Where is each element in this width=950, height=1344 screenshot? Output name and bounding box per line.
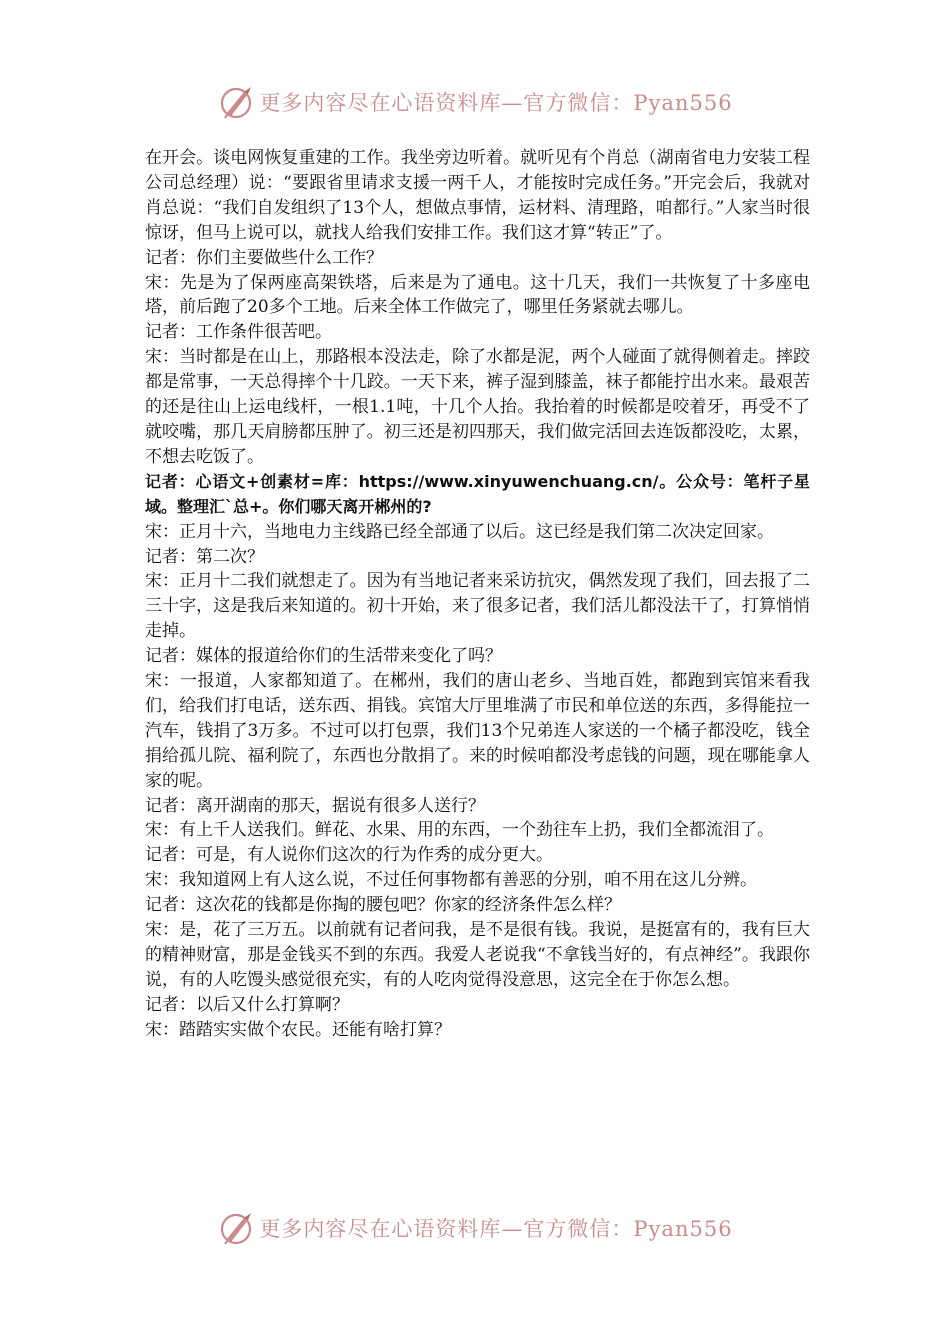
- paragraph: 记者：离开湖南的那天，据说有很多人送行？: [145, 795, 485, 816]
- paragraph: 记者：可是，有人说你们这次的行为作秀的成分更大。: [145, 845, 553, 866]
- paragraph: 宋：是，花了三万五。以前就有记者问我，是不是很有钱。我说，是挺富有的，我有巨大的精神财富，那是金钱买不到的东西。我爱人老说我“不拿钱当好的，有点神经”。我跟你说，有的人吃馒头感觉很充实，有的人吃肉觉得没意思，这完全在于你怎么想。: [145, 920, 810, 990]
- header-banner-text: 更多内容尽在心语资料库—官方微信：Pyan556: [259, 91, 733, 115]
- paragraph: 记者：第二次？: [145, 546, 264, 567]
- paragraph: 记者：媒体的报道给你们的生活带来变化了吗？: [145, 646, 502, 667]
- paragraph: 宋：正月十二我们就想走了。因为有当地记者来采访抗灾，偶然发现了我们，回去报了二三十字，这是我后来知道的。初十开始，来了很多记者，我们活儿都没法干了，打算悄悄走掉。: [145, 571, 810, 642]
- paragraph: 宋：先是为了保两座高架铁塔，后来是为了通电。这十几天，我们一共恢复了十多座电塔，前后跑了20多个工地。后来全体工作做完了，哪里任务紧就去哪儿。: [145, 272, 810, 318]
- paragraph: 宋：踏踏实实做个农民。还能有啥打算？: [145, 1019, 451, 1040]
- paragraph: 记者：这次花的钱都是你掏的腰包吧？你家的经济条件怎么样？: [145, 895, 621, 916]
- document-body: [145, 146, 810, 1043]
- footer-banner: [0, 1206, 950, 1250]
- paragraph: 宋：我知道网上有人这么说，不过任何事物都有善恶的分别，咱不用在这儿分辨。: [145, 870, 757, 891]
- paragraph: 宋：当时都是在山上，那路根本没法走，除了水都是泥，两个人碰面了就得侧着走。摔跤都是常事，一天总得摔个十几跤。一天下来，裤子湿到膝盖，袜子都能拧出水来。最艰苦的还是往山上运电线杆，一根1.1吨，十几个人抬。我抬着的时候都是咬着牙，再受不了就咬嘴，那几天肩膀都压肿了。初三还是初四那天，我们做完活回去连饭都没吃，太累，不想去吃饭了。: [145, 347, 810, 467]
- paragraph: 记者：你们主要做些什么工作？: [145, 247, 383, 268]
- header-banner: [0, 80, 950, 124]
- paragraph-promo: 记者：心语文+创素材=库：https://www.xinyuwenchuang.cn/。公众号：笔杆子星域。整理汇`总+。你们哪天离开郴州的?: [145, 471, 810, 516]
- paragraph: 在开会。谈电网恢复重建的工作。我坐旁边听着。就听见有个肖总（湖南省电力安装工程公司总经理）说：“要跟省里请求支援一两千人，才能按时完成任务。”开完会后，我就对肖总说：“我们自发组织了13个人，想做点事情，运材料、清理路，咱都行。”人家当时很惊讶，但马上说可以，就找人给我们安排工作。我们这才算“转正”了。: [145, 148, 810, 243]
- quill-pen-logo-icon: [217, 83, 255, 121]
- paragraph: 记者：工作条件很苦吧。: [145, 322, 332, 343]
- footer-banner-text: 更多内容尽在心语资料库—官方微信：Pyan556: [259, 1217, 733, 1241]
- paragraph: 宋：一报道，人家都知道了。在郴州，我们的唐山老乡、当地百姓，都跑到宾馆来看我们，给我们打电话，送东西、捐钱。宾馆大厅里堆满了市民和单位送的东西，多得能拉一汽车，钱捐了3万多。不过可以打包票，我们13个兄弟连人家送的一个橘子都没吃，钱全捐给孤儿院、福利院了，东西也分散捐了。来的时候咱都没考虑钱的问题，现在哪能拿人家的呢。: [145, 671, 810, 791]
- quill-pen-logo-icon: [217, 1209, 255, 1247]
- paragraph: 宋：正月十六，当地电力主线路已经全部通了以后。这已经是我们第二次决定回家。: [145, 521, 774, 542]
- paragraph: 宋：有上千人送我们。鲜花、水果、用的东西，一个劲往车上扔，我们全都流泪了。: [145, 820, 774, 841]
- paragraph: 记者：以后又什么打算啊？: [145, 994, 349, 1015]
